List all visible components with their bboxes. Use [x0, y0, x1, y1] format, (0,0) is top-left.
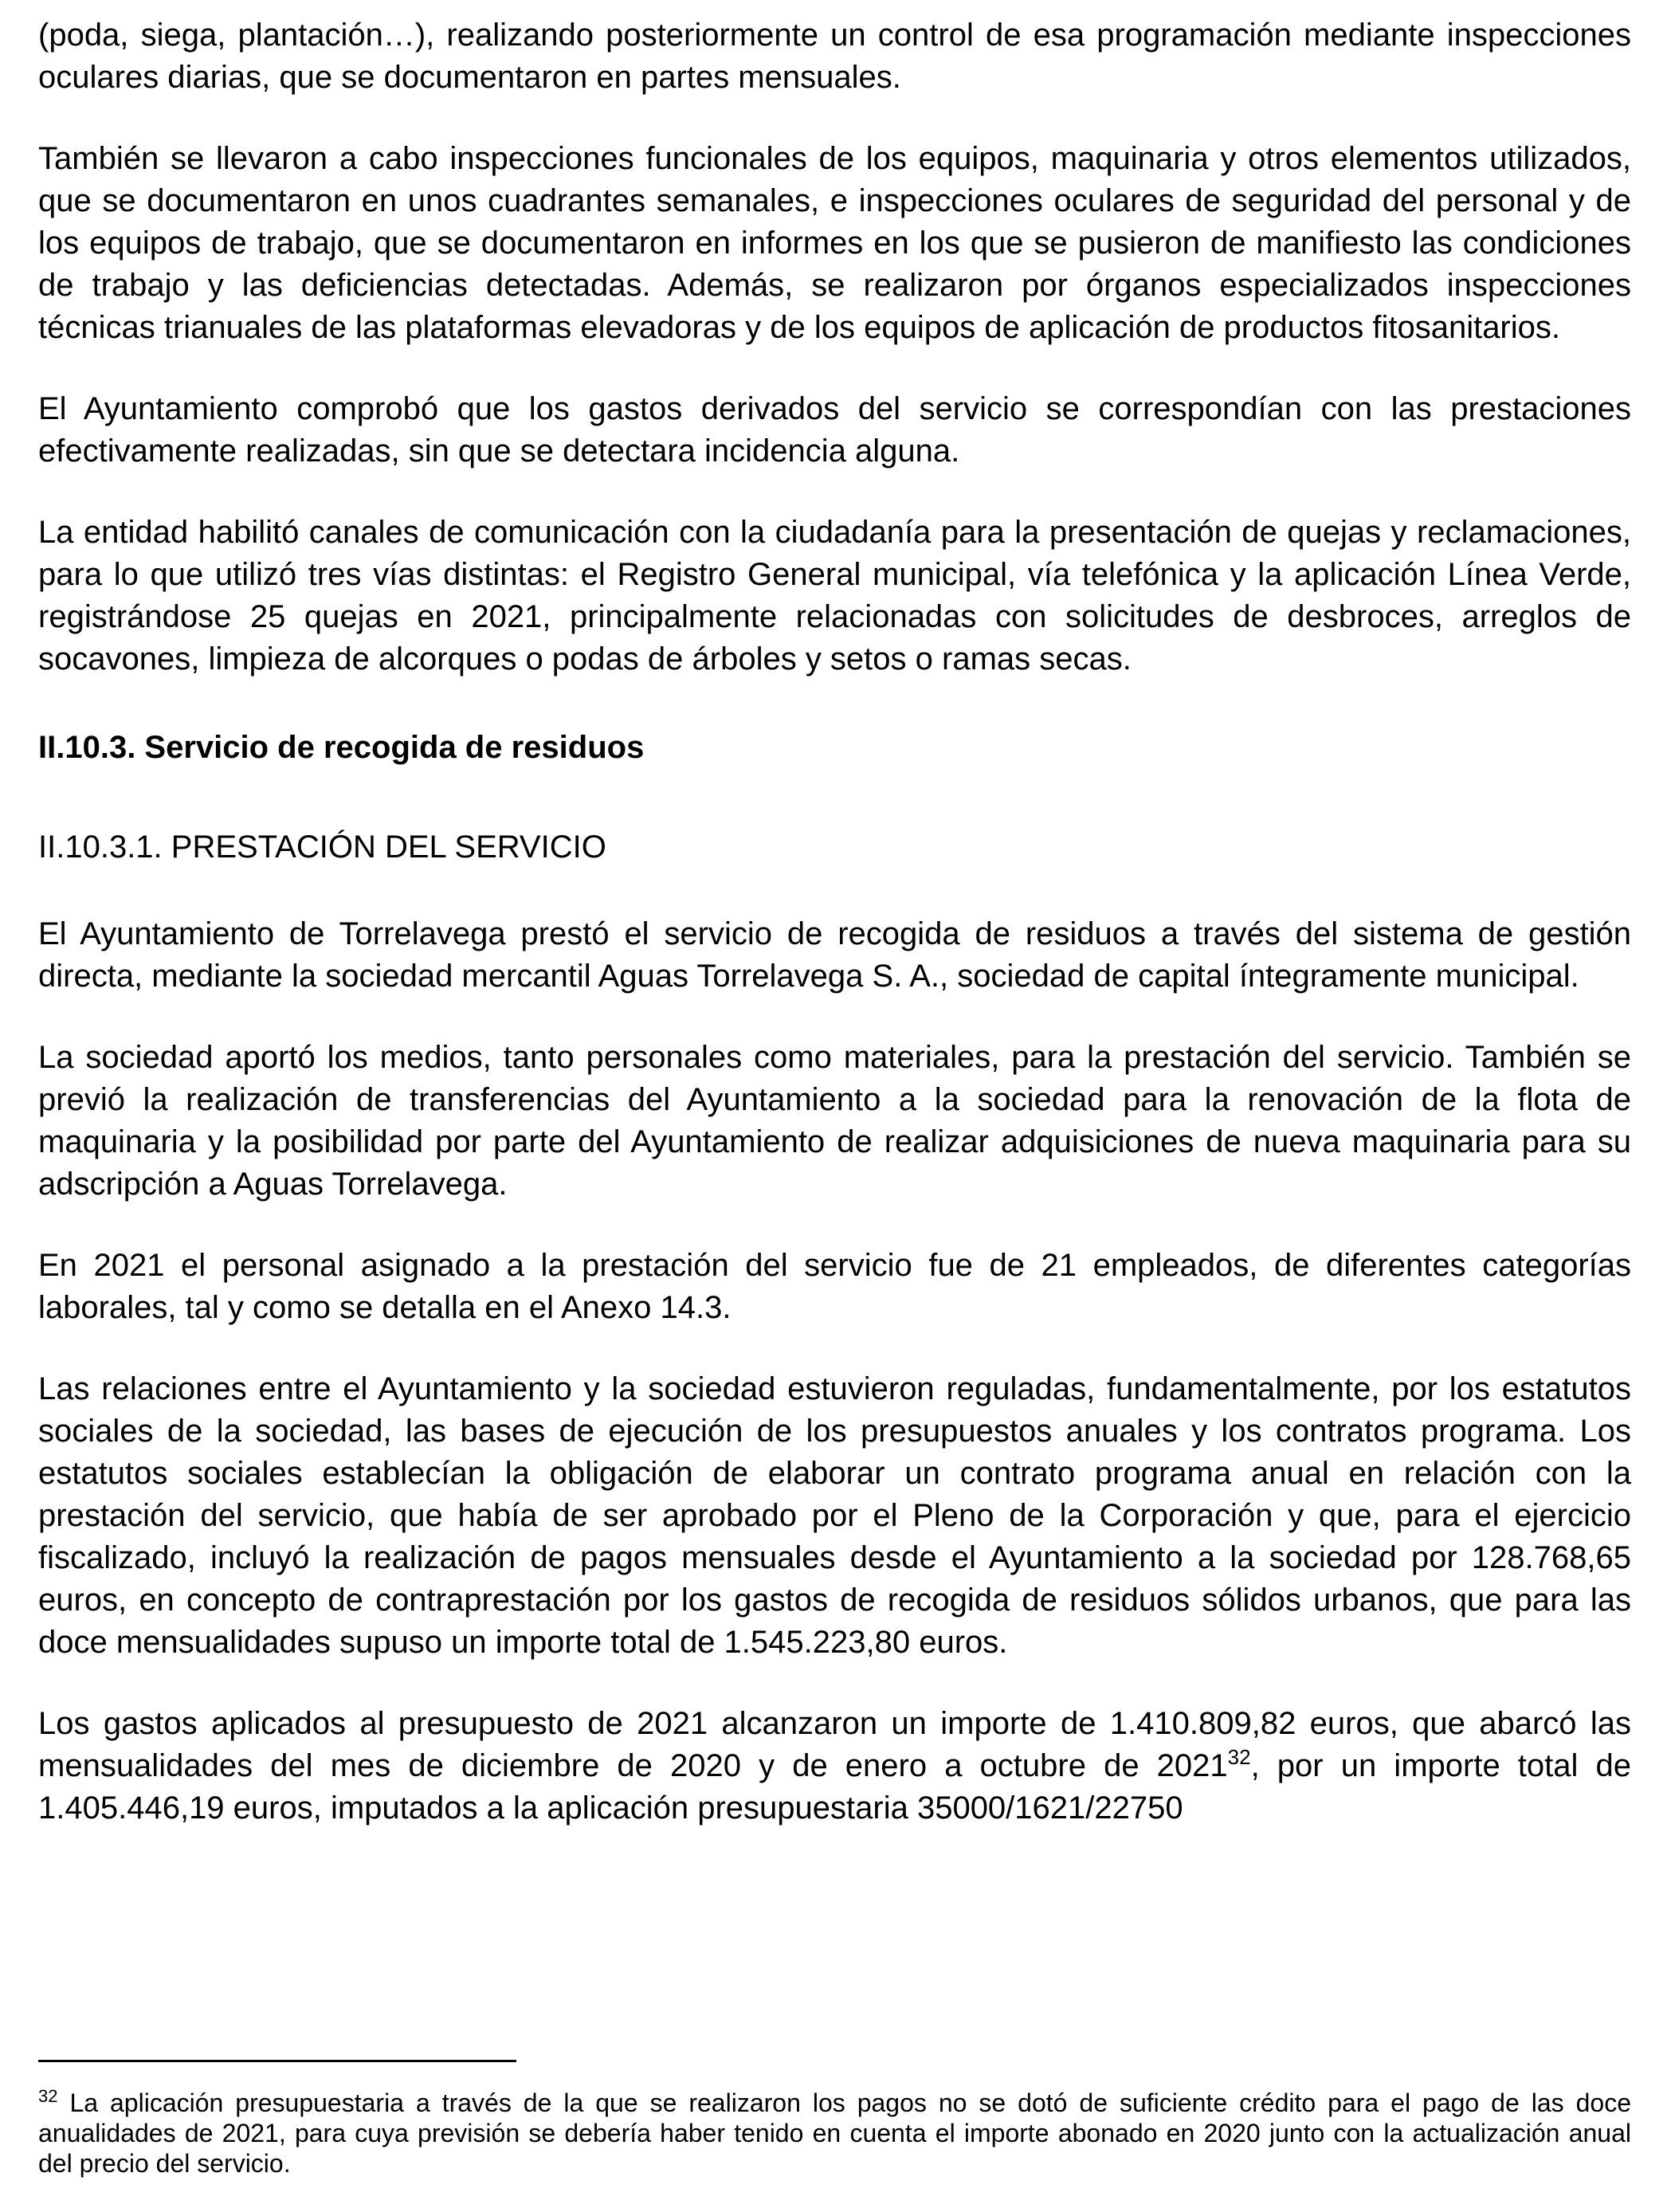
- paragraph-expenses-check: El Ayuntamiento comprobó que los gastos derivados del servicio se correspondían con las prestaciones efectivamente realizadas, sin que se detectara incidencia alguna.: [38, 391, 1631, 469]
- paragraph-complaints: La entidad habilitó canales de comunicación con la ciudadanía para la presentación de quejas y reclamaciones, para lo que utilizó tres vías distintas: el Registro General municipal, vía telefónica y la aplicación Línea Verde, registrándose 25 quejas en 2021, principalmente relacionadas con solicitudes de desbroces, arreglos de socavones, limpieza de alcorques o podas de árboles y setos o ramas secas.: [38, 515, 1631, 677]
- paragraph-management: El Ayuntamiento de Torrelavega prestó el servicio de recogida de residuos a través del sistema de gestión directa, mediante la sociedad mercantil Aguas Torrelavega S. A., sociedad de capital íntegramente municipal.: [38, 916, 1631, 994]
- footnote-text: La aplicación presupuestaria a través de la que se realizaron los pagos no se dotó de suficiente crédito para el pago de las doce anualidades de 2021, para cuya previsión se debería haber tenido en cuenta el importe abonado en 2020 junto con la actualización anual del precio del servicio.: [38, 2088, 1631, 2178]
- paragraph-budget-text-b: , por un importe total de 1.405.446,19 euros, imputados a la aplicación presupuestaria 35000/1621/22750: [38, 1748, 1631, 1826]
- paragraph-inspections: También se llevaron a cabo inspecciones funcionales de los equipos, maquinaria y otros elementos utilizados, que se documentaron en unos cuadrantes semanales, e inspecciones oculares de seguridad del personal y de los equipos de trabajo, que se documentaron en informes en los que se pusieron de manifiesto las condiciones de trabajo y las deficiencias detectadas. Además, se realizaron por órganos especializados inspecciones técnicas trianuales de las plataformas elevadoras y de los equipos de aplicación de productos fitosanitarios.: [38, 141, 1631, 345]
- paragraph-relations: Las relaciones entre el Ayuntamiento y la sociedad estuvieron reguladas, fundamentalmente, por los estatutos sociales de la sociedad, las bases de ejecución de los presupuestos anuales y los contratos programa. Los estatutos sociales establecían la obligación de elaborar un contrato programa anual en relación con la prestación del servicio, que había de ser aprobado por el Pleno de la Corporación y que, para el ejercicio fiscalizado, incluyó la realización de pagos mensuales desde el Ayuntamiento a la sociedad por 128.768,65 euros, en concepto de contraprestación por los gastos de recogida de residuos sólidos urbanos, que para las doce mensualidades supuso un importe total de 1.545.223,80 euros.: [38, 1371, 1631, 1660]
- paragraph-budget: [38, 1703, 1631, 1830]
- section-heading: II.10.3. Servicio de recogida de residuos: [38, 730, 645, 765]
- subsection-heading: II.10.3.1. PRESTACIÓN DEL SERVICIO: [38, 830, 606, 865]
- footnote-reference[interactable]: 32: [1227, 1745, 1251, 1769]
- paragraph-continuation: (poda, siega, plantación…), realizando posteriormente un control de esa programación mediante inspecciones oculares diarias, que se documentaron en partes mensuales.: [38, 18, 1631, 95]
- footnote-number: 32: [38, 2086, 58, 2106]
- document-page: [38, 14, 1631, 1869]
- footnote: [38, 2088, 1631, 2179]
- paragraph-resources: La sociedad aportó los medios, tanto personales como materiales, para la prestación del servicio. También se previó la realización de transferencias del Ayuntamiento a la sociedad para la renovación de la flota de maquinaria y la posibilidad por parte del Ayuntamiento de realizar adquisiciones de nueva maquinaria para su adscripción a Aguas Torrelavega.: [38, 1040, 1631, 1202]
- footnote-separator: [38, 2060, 516, 2062]
- paragraph-staff: En 2021 el personal asignado a la prestación del servicio fue de 21 empleados, de diferentes categorías laborales, tal y como se detalla en el Anexo 14.3.: [38, 1248, 1631, 1325]
- paragraph-budget-text-a: Los gastos aplicados al presupuesto de 2021 alcanzaron un importe de 1.410.809,82 euros, que abarcó las mensualidades del mes de diciembre de 2020 y de enero a octubre de 2021: [38, 1706, 1631, 1783]
